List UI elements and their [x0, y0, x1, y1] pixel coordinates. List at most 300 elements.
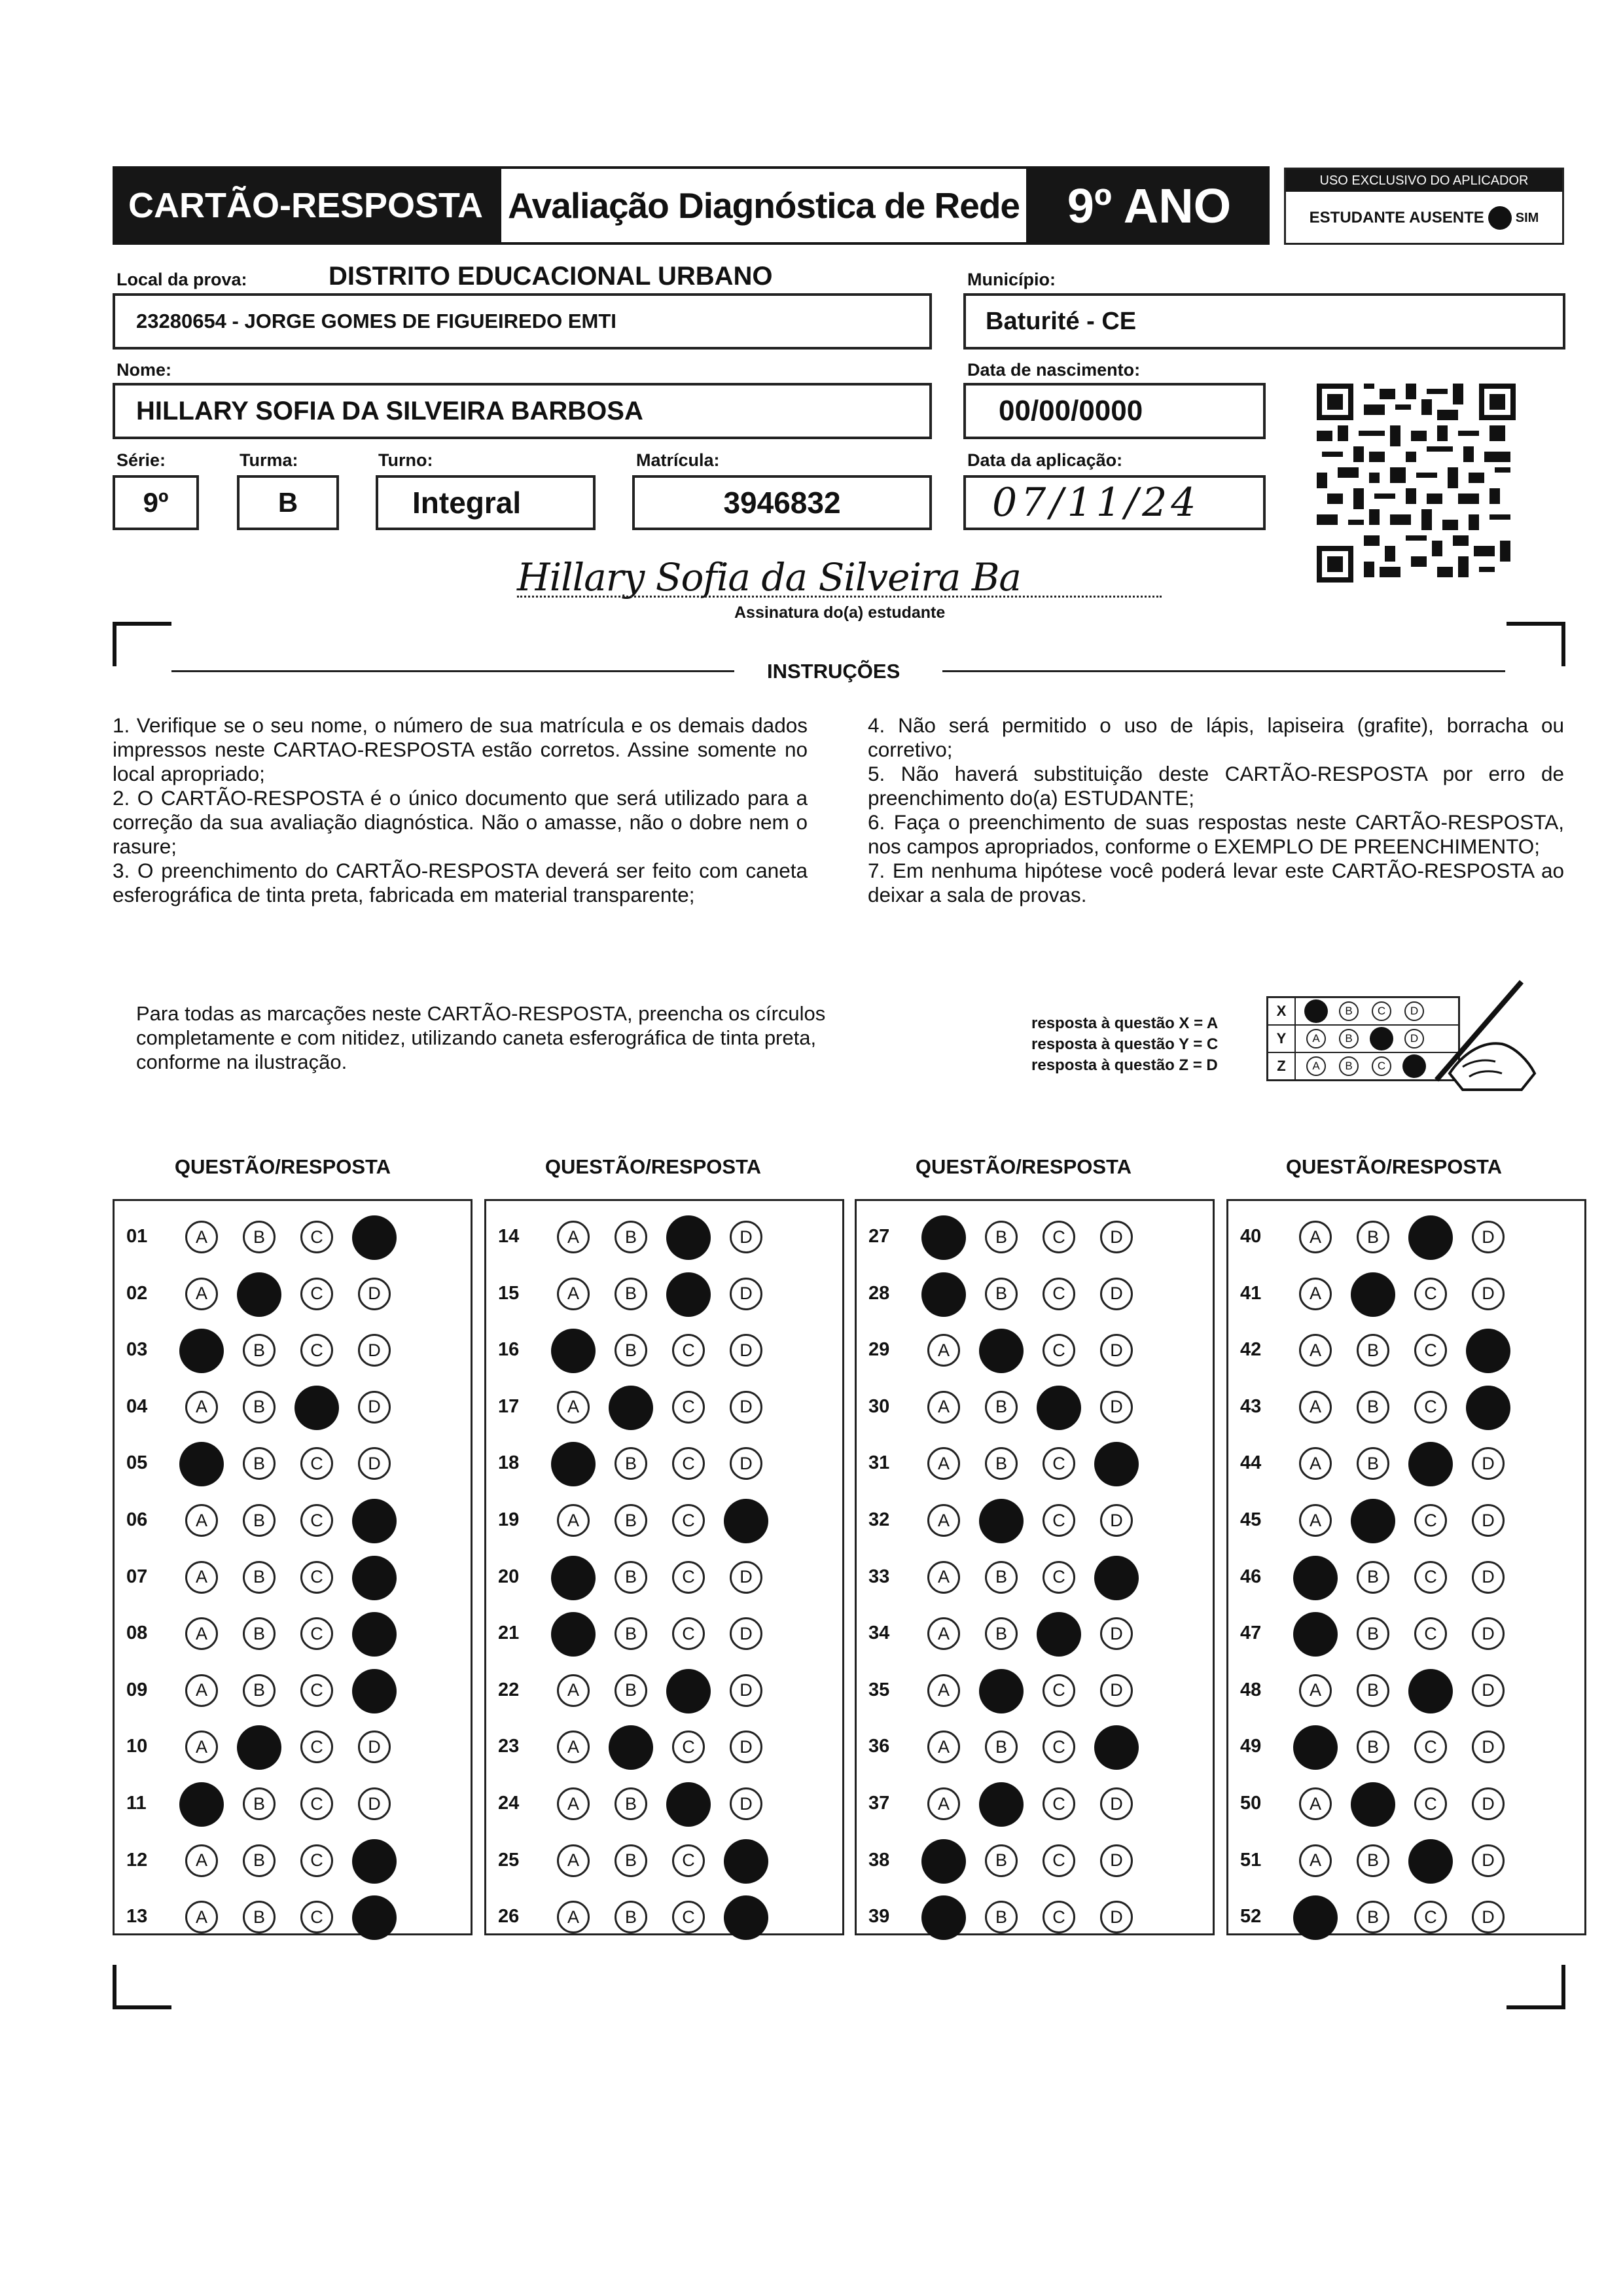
option-bubble-b-marked[interactable]: [237, 1272, 281, 1317]
option-bubble-b[interactable]: B: [243, 1674, 276, 1707]
option-bubble-b[interactable]: B: [243, 1221, 276, 1253]
option-bubble-b[interactable]: B: [243, 1504, 276, 1537]
option-bubble-c[interactable]: C: [1414, 1504, 1447, 1537]
option-bubble-d-marked[interactable]: [352, 1499, 397, 1543]
option-bubble-a[interactable]: A: [1299, 1504, 1332, 1537]
option-bubble-d[interactable]: D: [1100, 1901, 1133, 1933]
option-bubble-c-marked[interactable]: [1408, 1215, 1453, 1260]
option-bubble-b[interactable]: B: [1357, 1221, 1389, 1253]
option-bubble-d-marked[interactable]: [1094, 1556, 1139, 1600]
option-bubble-d[interactable]: D: [730, 1447, 762, 1480]
answer-row-25: [486, 1838, 840, 1884]
option-bubble-c[interactable]: C: [300, 1334, 333, 1367]
option-bubble-d[interactable]: D: [730, 1391, 762, 1424]
question-number: 04: [126, 1395, 148, 1417]
option-bubble-b[interactable]: B: [985, 1221, 1018, 1253]
corner-top-left: [113, 622, 171, 626]
option-bubble-a[interactable]: A: [927, 1561, 960, 1594]
option-bubble-a-marked[interactable]: [1293, 1556, 1338, 1600]
option-bubble-d[interactable]: D: [1472, 1844, 1505, 1877]
answers-header-2: QUESTÃO/RESPOSTA: [544, 1155, 762, 1178]
answer-row-06: [115, 1498, 468, 1543]
option-bubble-d[interactable]: D: [1100, 1334, 1133, 1367]
example-lines: [1031, 1013, 1218, 1076]
option-bubble-b[interactable]: B: [615, 1334, 647, 1367]
option-bubble-a-marked[interactable]: [551, 1442, 596, 1486]
option-bubble-c[interactable]: C: [1414, 1278, 1447, 1310]
option-bubble-a[interactable]: A: [1299, 1447, 1332, 1480]
question-number: 43: [1240, 1395, 1262, 1417]
answer-row-28: [857, 1271, 1210, 1317]
option-bubble-b-marked[interactable]: [609, 1386, 653, 1430]
option-bubble-d-marked[interactable]: [352, 1612, 397, 1657]
option-bubble-b[interactable]: B: [243, 1334, 276, 1367]
option-bubble-d[interactable]: D: [1100, 1844, 1133, 1877]
option-bubble-c[interactable]: C: [1043, 1901, 1075, 1933]
option-bubble-c[interactable]: C: [672, 1617, 705, 1650]
answer-row-40: [1228, 1214, 1582, 1260]
option-bubble-b-marked[interactable]: [979, 1329, 1024, 1373]
option-bubble-c[interactable]: C: [1043, 1674, 1075, 1707]
option-bubble-d[interactable]: D: [1472, 1617, 1505, 1650]
option-bubble-a[interactable]: A: [1299, 1391, 1332, 1424]
option-bubble-b-marked[interactable]: [979, 1782, 1024, 1827]
example-bubble-c: C: [1372, 1001, 1391, 1021]
answer-row-48: [1228, 1668, 1582, 1713]
example-row-label: Z: [1268, 1053, 1296, 1079]
municipio-field: [963, 293, 1565, 350]
option-bubble-d[interactable]: D: [358, 1731, 391, 1763]
option-bubble-b[interactable]: B: [243, 1561, 276, 1594]
option-bubble-d[interactable]: D: [358, 1278, 391, 1310]
option-bubble-c[interactable]: C: [1043, 1561, 1075, 1594]
answer-row-42: [1228, 1327, 1582, 1373]
example-bubble-c: C: [1372, 1056, 1391, 1076]
option-bubble-a-marked[interactable]: [551, 1612, 596, 1657]
option-bubble-d[interactable]: D: [1472, 1731, 1505, 1763]
option-bubble-c[interactable]: C: [300, 1787, 333, 1820]
question-number: 44: [1240, 1452, 1262, 1474]
option-bubble-c-marked[interactable]: [1408, 1669, 1453, 1713]
signature-label: Assinatura do(a) estudante: [734, 603, 946, 622]
option-bubble-a[interactable]: A: [557, 1221, 590, 1253]
option-bubble-d[interactable]: D: [1472, 1278, 1505, 1310]
option-bubble-d[interactable]: D: [1472, 1561, 1505, 1594]
option-bubble-a[interactable]: A: [1299, 1278, 1332, 1310]
option-bubble-c-marked[interactable]: [666, 1272, 711, 1317]
option-bubble-d[interactable]: D: [730, 1731, 762, 1763]
instruction-7: 7. Em nenhuma hipótese você poderá levar este CARTÃO-RESPOSTA ao deixar a sala de provas.: [868, 859, 1564, 906]
option-bubble-a[interactable]: A: [557, 1731, 590, 1763]
option-bubble-b[interactable]: B: [985, 1561, 1018, 1594]
option-bubble-c-marked[interactable]: [1408, 1442, 1453, 1486]
option-bubble-d[interactable]: D: [358, 1787, 391, 1820]
option-bubble-a-marked[interactable]: [179, 1442, 224, 1486]
instructions-rule-left: [171, 670, 734, 672]
option-bubble-d[interactable]: D: [1100, 1278, 1133, 1310]
answer-row-36: [857, 1724, 1210, 1770]
option-bubble-a-marked[interactable]: [1293, 1895, 1338, 1940]
option-bubble-d-marked[interactable]: [352, 1839, 397, 1884]
instruction-1: 1. Verifique se o seu nome, o número de sua matrícula e os demais dados impressos neste CARTAO-RESPOSTA estão corretos. Assine somente no local apropriado;: [113, 713, 808, 785]
question-number: 01: [126, 1226, 148, 1247]
option-bubble-a-marked[interactable]: [921, 1895, 966, 1940]
nome-value: HILLARY SOFIA DA SILVEIRA BARBOSA: [136, 396, 643, 425]
option-bubble-d[interactable]: D: [1100, 1504, 1133, 1537]
instructions-rule-right: [942, 670, 1505, 672]
option-bubble-d[interactable]: D: [358, 1334, 391, 1367]
answer-row-12: [115, 1838, 468, 1884]
option-bubble-c[interactable]: C: [672, 1561, 705, 1594]
option-bubble-b[interactable]: B: [985, 1278, 1018, 1310]
option-bubble-c-marked[interactable]: [666, 1782, 711, 1827]
option-bubble-d[interactable]: D: [1100, 1617, 1133, 1650]
answer-row-34: [857, 1611, 1210, 1657]
option-bubble-d[interactable]: D: [730, 1617, 762, 1650]
option-bubble-a[interactable]: A: [557, 1787, 590, 1820]
option-bubble-c[interactable]: C: [300, 1561, 333, 1594]
option-bubble-b[interactable]: B: [615, 1221, 647, 1253]
option-bubble-a-marked[interactable]: [921, 1272, 966, 1317]
option-bubble-b[interactable]: B: [985, 1844, 1018, 1877]
question-number: 03: [126, 1339, 148, 1361]
example-row-label: X: [1268, 998, 1296, 1024]
option-bubble-c[interactable]: C: [300, 1617, 333, 1650]
option-bubble-a-marked[interactable]: [1293, 1612, 1338, 1657]
option-bubble-a[interactable]: A: [1299, 1844, 1332, 1877]
question-number: 38: [868, 1849, 890, 1871]
option-bubble-b[interactable]: B: [243, 1787, 276, 1820]
answer-row-31: [857, 1441, 1210, 1486]
option-bubble-d[interactable]: D: [730, 1787, 762, 1820]
option-bubble-c-marked[interactable]: [666, 1215, 711, 1260]
option-bubble-d[interactable]: D: [1100, 1674, 1133, 1707]
option-bubble-b[interactable]: B: [1357, 1447, 1389, 1480]
option-bubble-a[interactable]: A: [1299, 1221, 1332, 1253]
option-bubble-b[interactable]: B: [1357, 1617, 1389, 1650]
option-bubble-d-marked[interactable]: [724, 1839, 768, 1884]
answer-row-18: [486, 1441, 840, 1486]
option-bubble-b[interactable]: B: [615, 1674, 647, 1707]
question-number: 14: [498, 1226, 520, 1247]
option-bubble-b[interactable]: B: [1357, 1901, 1389, 1933]
example-bubble-a-marked: [1304, 999, 1328, 1023]
option-bubble-a[interactable]: A: [557, 1674, 590, 1707]
question-number: 47: [1240, 1623, 1262, 1644]
option-bubble-c[interactable]: C: [1414, 1561, 1447, 1594]
option-bubble-b[interactable]: B: [243, 1901, 276, 1933]
question-number: 29: [868, 1339, 890, 1361]
option-bubble-c[interactable]: C: [1043, 1731, 1075, 1763]
option-bubble-b[interactable]: B: [615, 1278, 647, 1310]
question-number: 20: [498, 1566, 520, 1587]
applicator-title: USO EXCLUSIVO DO APLICADOR: [1286, 170, 1562, 192]
option-bubble-b-marked[interactable]: [237, 1725, 281, 1770]
question-number: 16: [498, 1339, 520, 1361]
option-bubble-a[interactable]: A: [927, 1674, 960, 1707]
option-bubble-a[interactable]: A: [927, 1617, 960, 1650]
option-bubble-b[interactable]: B: [1357, 1334, 1389, 1367]
option-bubble-c[interactable]: C: [300, 1221, 333, 1253]
option-bubble-a[interactable]: A: [185, 1221, 218, 1253]
option-bubble-c[interactable]: C: [1414, 1787, 1447, 1820]
example-row-label: Y: [1268, 1026, 1296, 1052]
option-bubble-b[interactable]: B: [985, 1617, 1018, 1650]
card-title: CARTÃO-RESPOSTA: [128, 186, 483, 225]
question-number: 15: [498, 1282, 520, 1304]
turno-label: Turno:: [378, 450, 433, 470]
option-bubble-b[interactable]: B: [1357, 1391, 1389, 1424]
option-bubble-a[interactable]: A: [185, 1278, 218, 1310]
option-bubble-b[interactable]: B: [615, 1447, 647, 1480]
option-bubble-c-marked[interactable]: [1037, 1386, 1081, 1430]
option-bubble-c[interactable]: C: [672, 1447, 705, 1480]
answer-row-03: [115, 1327, 468, 1373]
option-bubble-d-marked[interactable]: [352, 1215, 397, 1260]
option-bubble-a-marked[interactable]: [921, 1215, 966, 1260]
option-bubble-a[interactable]: A: [185, 1901, 218, 1933]
option-bubble-d[interactable]: D: [1100, 1221, 1133, 1253]
option-bubble-c[interactable]: C: [1414, 1901, 1447, 1933]
option-bubble-a-marked[interactable]: [551, 1556, 596, 1600]
question-number: 46: [1240, 1566, 1262, 1587]
option-bubble-d-marked[interactable]: [1094, 1442, 1139, 1486]
option-bubble-c[interactable]: C: [672, 1901, 705, 1933]
example-bubble-d: D: [1404, 1029, 1424, 1049]
serie-value: 9º: [143, 487, 169, 518]
instruction-4: 4. Não será permitido o uso de lápis, lapiseira (grafite), borracha ou corretivo;: [868, 713, 1564, 761]
option-bubble-b[interactable]: B: [985, 1901, 1018, 1933]
turno-value: Integral: [412, 486, 522, 520]
option-bubble-a-marked[interactable]: [921, 1839, 966, 1884]
option-bubble-c[interactable]: C: [300, 1844, 333, 1877]
question-number: 23: [498, 1736, 520, 1757]
answer-row-26: [486, 1894, 840, 1940]
option-bubble-d[interactable]: D: [358, 1447, 391, 1480]
option-bubble-c[interactable]: C: [1414, 1391, 1447, 1424]
option-bubble-a[interactable]: A: [927, 1391, 960, 1424]
answer-row-50: [1228, 1781, 1582, 1827]
nasc-field: [963, 383, 1266, 439]
option-bubble-b[interactable]: B: [615, 1787, 647, 1820]
answer-row-16: [486, 1327, 840, 1373]
option-bubble-a[interactable]: A: [557, 1391, 590, 1424]
option-bubble-c[interactable]: C: [1043, 1221, 1075, 1253]
option-bubble-b[interactable]: B: [1357, 1674, 1389, 1707]
question-number: 19: [498, 1509, 520, 1530]
option-bubble-b[interactable]: B: [615, 1561, 647, 1594]
option-bubble-d[interactable]: D: [358, 1391, 391, 1424]
option-bubble-d-marked[interactable]: [724, 1895, 768, 1940]
matricula-value: 3946832: [723, 486, 841, 520]
option-bubble-d[interactable]: D: [730, 1674, 762, 1707]
answer-row-10: [115, 1724, 468, 1770]
option-bubble-d-marked[interactable]: [724, 1499, 768, 1543]
option-bubble-d[interactable]: D: [1100, 1391, 1133, 1424]
serie-field: [113, 475, 199, 530]
question-number: 45: [1240, 1509, 1262, 1530]
applicator-box: [1284, 168, 1564, 245]
signature: Hillary Sofia da Silveira Ba: [517, 555, 1021, 600]
option-bubble-c[interactable]: C: [1043, 1447, 1075, 1480]
option-bubble-b[interactable]: B: [615, 1844, 647, 1877]
option-bubble-c-marked[interactable]: [1037, 1612, 1081, 1657]
answer-row-38: [857, 1838, 1210, 1884]
option-bubble-a[interactable]: A: [557, 1504, 590, 1537]
option-bubble-b[interactable]: B: [615, 1504, 647, 1537]
option-bubble-c[interactable]: C: [300, 1674, 333, 1707]
option-bubble-b[interactable]: B: [1357, 1561, 1389, 1594]
question-number: 48: [1240, 1679, 1262, 1700]
option-bubble-b[interactable]: B: [243, 1617, 276, 1650]
option-bubble-c[interactable]: C: [672, 1334, 705, 1367]
absent-bubble[interactable]: [1488, 206, 1512, 230]
option-bubble-c-marked[interactable]: [1408, 1839, 1453, 1884]
option-bubble-d[interactable]: D: [730, 1278, 762, 1310]
option-bubble-a[interactable]: A: [1299, 1334, 1332, 1367]
question-number: 10: [126, 1736, 148, 1757]
option-bubble-a[interactable]: A: [185, 1617, 218, 1650]
option-bubble-c[interactable]: C: [672, 1731, 705, 1763]
aplic-label: Data da aplicação:: [967, 450, 1123, 470]
option-bubble-b[interactable]: B: [985, 1447, 1018, 1480]
header-grade-block: [1029, 166, 1270, 245]
option-bubble-d[interactable]: D: [730, 1334, 762, 1367]
question-number: 40: [1240, 1226, 1262, 1247]
option-bubble-a[interactable]: A: [557, 1278, 590, 1310]
answer-row-04: [115, 1384, 468, 1430]
option-bubble-d-marked[interactable]: [1466, 1329, 1510, 1373]
option-bubble-a[interactable]: A: [185, 1391, 218, 1424]
qr-code: [1317, 382, 1516, 584]
option-bubble-d-marked[interactable]: [1094, 1725, 1139, 1770]
option-bubble-c[interactable]: C: [1414, 1731, 1447, 1763]
serie-label: Série:: [116, 450, 166, 470]
school-field: [113, 293, 932, 350]
option-bubble-d[interactable]: D: [1472, 1901, 1505, 1933]
corner-bottom-left: [113, 2005, 171, 2009]
option-bubble-d-marked[interactable]: [352, 1669, 397, 1713]
option-bubble-c[interactable]: C: [1414, 1617, 1447, 1650]
option-bubble-a[interactable]: A: [927, 1787, 960, 1820]
option-bubble-b-marked[interactable]: [979, 1669, 1024, 1713]
option-bubble-a[interactable]: A: [927, 1334, 960, 1367]
turma-label: Turma:: [240, 450, 298, 470]
option-bubble-b[interactable]: B: [243, 1844, 276, 1877]
option-bubble-a[interactable]: A: [1299, 1787, 1332, 1820]
option-bubble-b[interactable]: B: [985, 1731, 1018, 1763]
option-bubble-c[interactable]: C: [1043, 1334, 1075, 1367]
option-bubble-d[interactable]: D: [1472, 1504, 1505, 1537]
option-bubble-b-marked[interactable]: [1351, 1499, 1395, 1543]
option-bubble-d[interactable]: D: [1100, 1787, 1133, 1820]
option-bubble-b-marked[interactable]: [609, 1725, 653, 1770]
option-bubble-a[interactable]: A: [927, 1447, 960, 1480]
option-bubble-d[interactable]: D: [730, 1561, 762, 1594]
option-bubble-a[interactable]: A: [185, 1674, 218, 1707]
option-bubble-b[interactable]: B: [1357, 1731, 1389, 1763]
matricula-field: [632, 475, 932, 530]
option-bubble-b[interactable]: B: [243, 1391, 276, 1424]
option-bubble-a[interactable]: A: [557, 1844, 590, 1877]
question-number: 09: [126, 1679, 148, 1700]
option-bubble-c[interactable]: C: [1043, 1844, 1075, 1877]
option-bubble-d-marked[interactable]: [1466, 1386, 1510, 1430]
option-bubble-a[interactable]: A: [185, 1844, 218, 1877]
answers-header-4: QUESTÃO/RESPOSTA: [1285, 1155, 1503, 1178]
option-bubble-a[interactable]: A: [185, 1504, 218, 1537]
option-bubble-a[interactable]: A: [1299, 1674, 1332, 1707]
option-bubble-b[interactable]: B: [615, 1617, 647, 1650]
option-bubble-c[interactable]: C: [672, 1844, 705, 1877]
option-bubble-a[interactable]: A: [185, 1561, 218, 1594]
option-bubble-c[interactable]: C: [1043, 1504, 1075, 1537]
option-bubble-b[interactable]: B: [615, 1901, 647, 1933]
turma-field: [237, 475, 339, 530]
question-number: 13: [126, 1906, 148, 1928]
answer-row-14: [486, 1214, 840, 1260]
turma-value: B: [277, 487, 298, 518]
corner-top-right: [1507, 622, 1565, 626]
option-bubble-c[interactable]: C: [300, 1447, 333, 1480]
option-bubble-d[interactable]: D: [1472, 1674, 1505, 1707]
turno-field: [376, 475, 596, 530]
option-bubble-b-marked[interactable]: [1351, 1782, 1395, 1827]
option-bubble-c[interactable]: C: [300, 1504, 333, 1537]
option-bubble-c[interactable]: C: [1414, 1334, 1447, 1367]
answer-row-17: [486, 1384, 840, 1430]
option-bubble-c[interactable]: C: [300, 1901, 333, 1933]
option-bubble-c[interactable]: C: [300, 1731, 333, 1763]
question-number: 30: [868, 1395, 890, 1417]
question-number: 33: [868, 1566, 890, 1587]
option-bubble-b[interactable]: B: [985, 1391, 1018, 1424]
answer-row-29: [857, 1327, 1210, 1373]
option-bubble-a-marked[interactable]: [179, 1329, 224, 1373]
option-bubble-d[interactable]: D: [1472, 1221, 1505, 1253]
option-bubble-a[interactable]: A: [185, 1731, 218, 1763]
option-bubble-d-marked[interactable]: [352, 1556, 397, 1600]
option-bubble-b[interactable]: B: [1357, 1844, 1389, 1877]
option-bubble-c[interactable]: C: [672, 1504, 705, 1537]
option-bubble-d[interactable]: D: [1472, 1787, 1505, 1820]
option-bubble-b-marked[interactable]: [979, 1499, 1024, 1543]
option-bubble-d-marked[interactable]: [352, 1895, 397, 1940]
instruction-6: 6. Faça o preenchimento de suas respostas neste CARTÃO-RESPOSTA, nos campos apropriados, conforme o EXEMPLO DE PREENCHIMENTO;: [868, 810, 1564, 858]
option-bubble-c[interactable]: C: [300, 1278, 333, 1310]
example-bubble-a: A: [1306, 1029, 1326, 1049]
option-bubble-c[interactable]: C: [1043, 1278, 1075, 1310]
answer-row-09: [115, 1668, 468, 1713]
option-bubble-a[interactable]: A: [927, 1504, 960, 1537]
option-bubble-d[interactable]: D: [730, 1221, 762, 1253]
option-bubble-c[interactable]: C: [1043, 1787, 1075, 1820]
option-bubble-a-marked[interactable]: [551, 1329, 596, 1373]
option-bubble-a-marked[interactable]: [1293, 1725, 1338, 1770]
option-bubble-a-marked[interactable]: [179, 1782, 224, 1827]
option-bubble-d[interactable]: D: [1472, 1447, 1505, 1480]
option-bubble-a[interactable]: A: [927, 1731, 960, 1763]
local-label: Local da prova:: [116, 270, 247, 289]
option-bubble-a[interactable]: A: [557, 1901, 590, 1933]
option-bubble-c-marked[interactable]: [666, 1669, 711, 1713]
option-bubble-c-marked[interactable]: [294, 1386, 339, 1430]
option-bubble-c[interactable]: C: [672, 1391, 705, 1424]
question-number: 26: [498, 1906, 520, 1928]
option-bubble-b[interactable]: B: [243, 1447, 276, 1480]
option-bubble-b-marked[interactable]: [1351, 1272, 1395, 1317]
header-subtitle-block: [499, 166, 1029, 245]
